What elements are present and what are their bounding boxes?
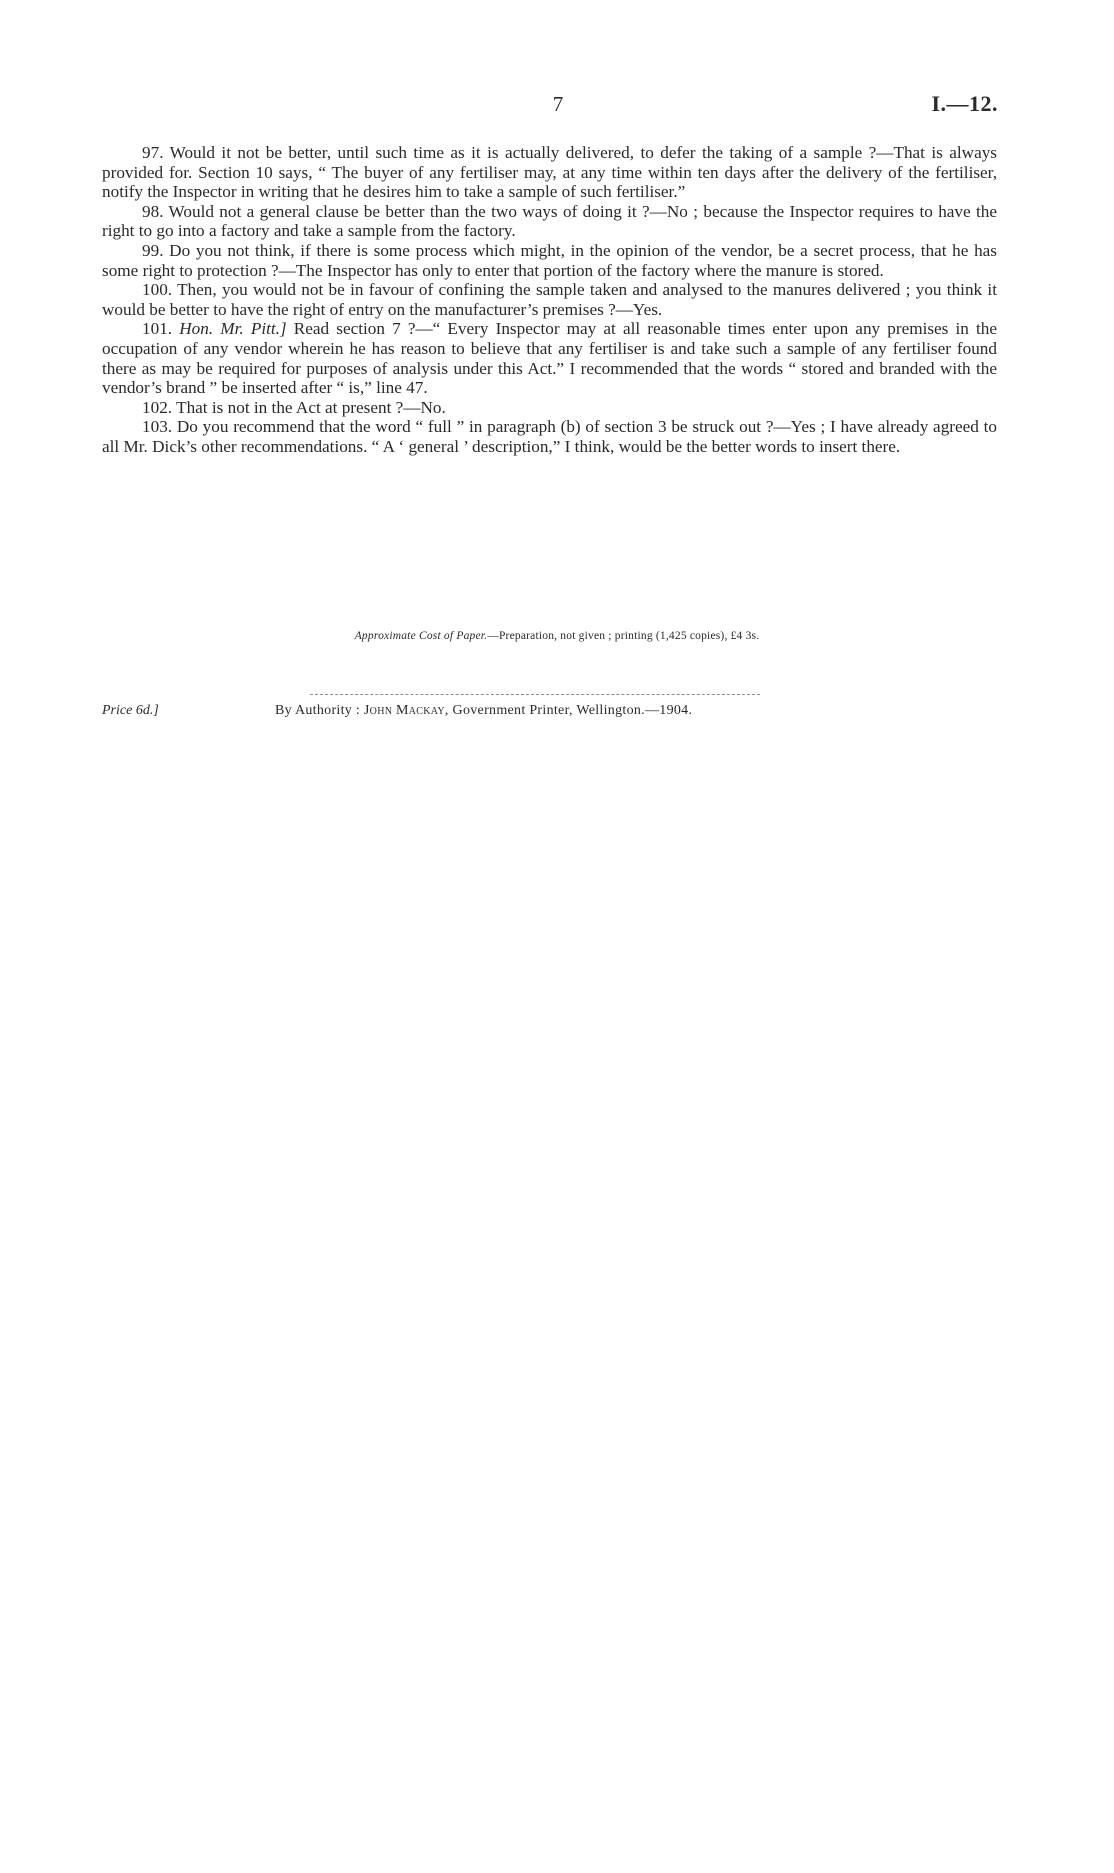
speaker-name: Hon. Mr. Pitt.]	[179, 319, 287, 339]
paragraph-text: Read section 7 ?—“ Every Inspector may at all reasonable times enter upon any premises in the occupation of any vendor wherein he has reason to believe that any fertiliser is and take such a sample of any fertiliser found there as may be required for purposes of analysis under this Act.” I recommended that the words “ stored and branded with the vendor’s brand ” be inserted after “ is,” line 47.	[102, 319, 998, 398]
paragraph-number: 102.	[142, 397, 173, 417]
footer-divider	[310, 694, 760, 695]
cost-of-paper-note	[0, 630, 1114, 642]
paragraph-100	[102, 280, 997, 319]
paragraph-text: Then, you would not be in favour of confining the sample taken and analysed to the manures delivered ; you think it would be better to have the right of entry on the manufacturer’s premises ?—Yes.	[102, 280, 997, 319]
paragraph-97	[102, 143, 997, 202]
evidence-text	[102, 143, 997, 457]
paragraph-98	[102, 202, 997, 241]
paragraph-103	[102, 417, 997, 456]
paragraph-number: 99.	[142, 240, 164, 260]
paragraph-99	[102, 241, 997, 280]
price-note: Price 6d.]	[102, 703, 159, 718]
paragraph-number: 100.	[142, 280, 173, 300]
cost-text: —Preparation, not given ; printing (1,425 copies), £4 3s.	[487, 630, 760, 642]
paragraph-number: 97.	[142, 143, 164, 162]
paragraph-102	[102, 398, 997, 418]
cost-label: Approximate Cost of Paper.	[354, 630, 488, 642]
authority-prefix: By Authority :	[275, 703, 361, 718]
paragraph-number: 101.	[142, 319, 173, 339]
paragraph-text: That is not in the Act at present ?—No.	[176, 397, 446, 417]
paragraph-number: 103.	[142, 417, 173, 437]
paragraph-text: Do you recommend that the word “ full ” in paragraph (b) of section 3 be struck out ?—Yes ; I have already agreed to all Mr. Dick’s other recommendations. “ A ‘ general ’ description,” I think, would be the better words to insert there.	[102, 417, 998, 456]
paragraph-number: 98.	[142, 201, 164, 221]
printer-name: John Mackay,	[363, 703, 449, 718]
printer-imprint	[275, 703, 692, 719]
paragraph-101	[102, 319, 997, 397]
page-number: 7	[552, 92, 564, 116]
document-reference: I.—12.	[931, 91, 998, 116]
paragraph-text: Would not a general clause be better than the two ways of doing it ?—No ; because the Inspector requires to have the right to go into a factory and take a sample from the factory.	[102, 201, 997, 241]
authority-suffix: Government Printer, Wellington.—1904.	[452, 703, 693, 718]
paragraph-text: Do you not think, if there is some process which might, in the opinion of the vendor, be a secret process, that he has some right to protection ?—The Inspector has only to enter that portion of the factory where the manure is stored.	[102, 240, 997, 280]
paragraph-text: Would it not be better, until such time as it is actually delivered, to defer the taking of a sample ?—That is always provided for. Section 10 says, “ The buyer of any fertiliser may, at any time within ten days after the delivery of the fertiliser, notify the Inspector in writing that he desires him to take a sample of such fertiliser.”	[102, 143, 997, 202]
